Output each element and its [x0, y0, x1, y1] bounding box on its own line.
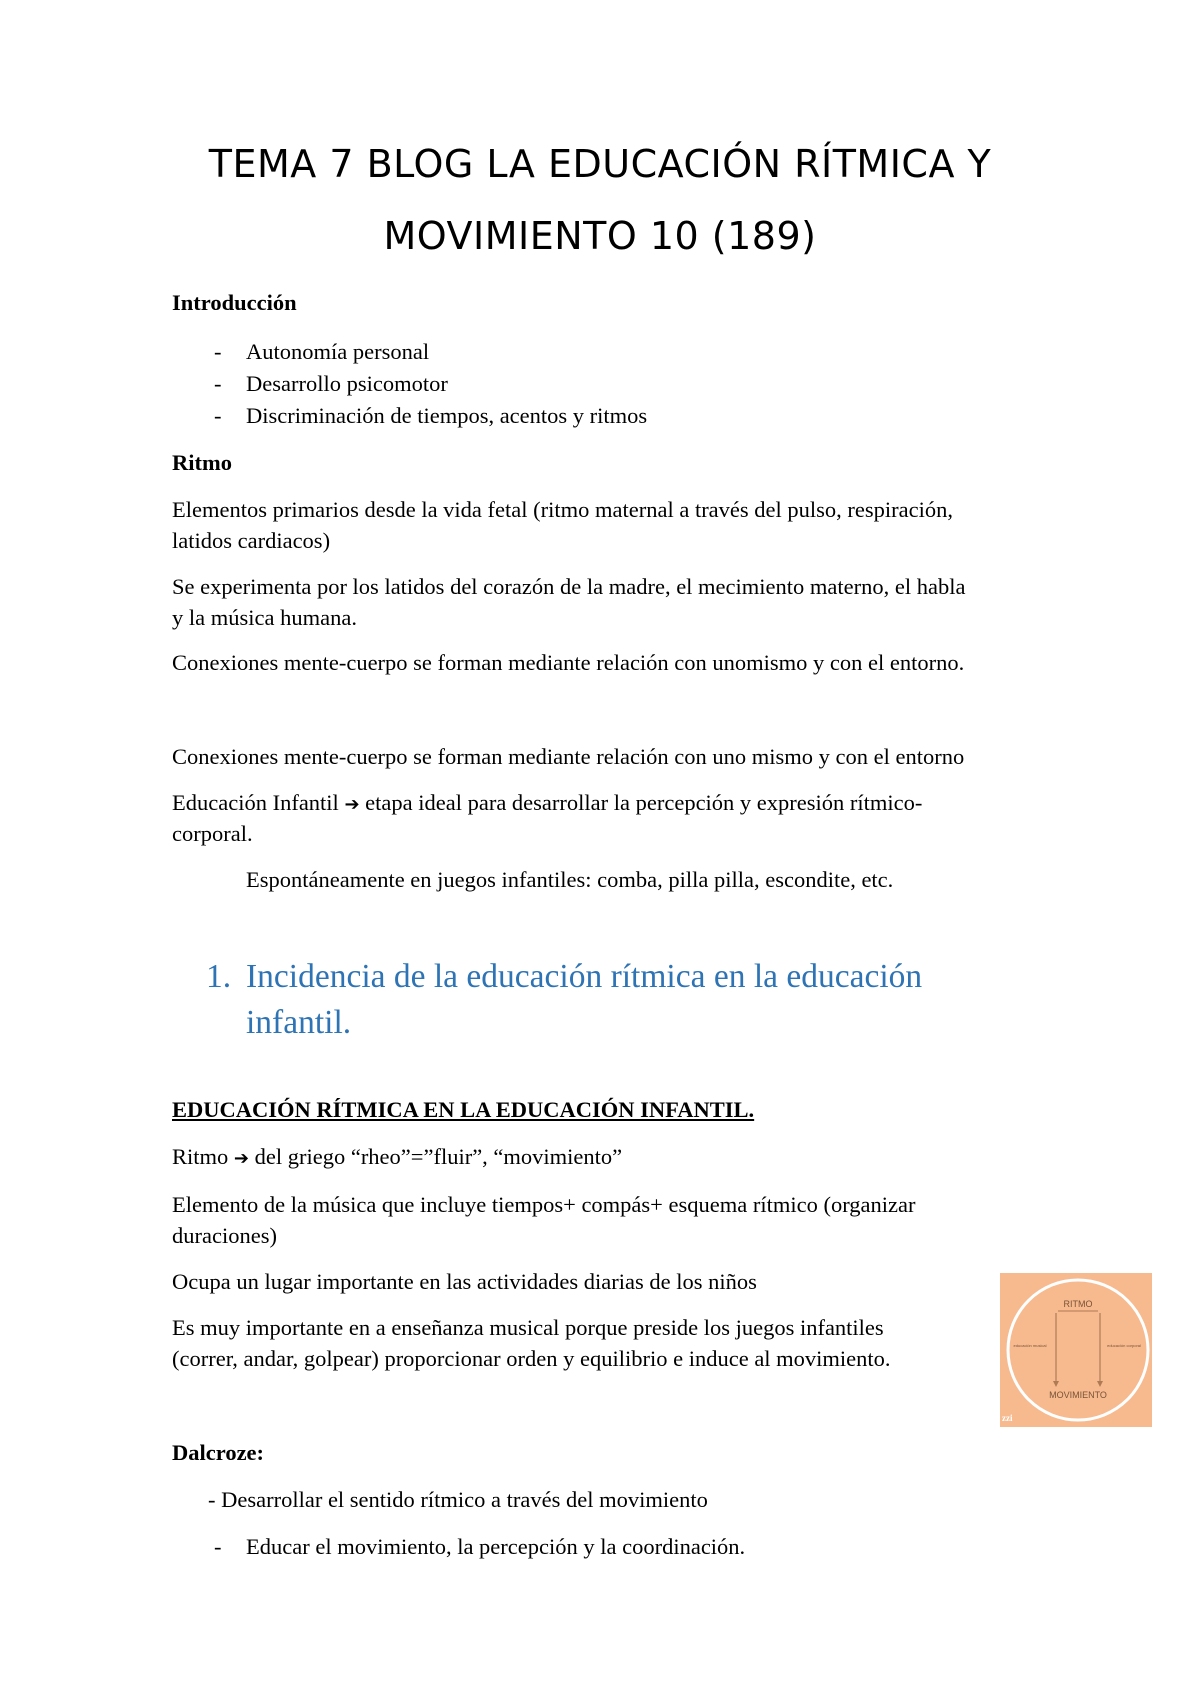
bullet-dash: -	[214, 339, 222, 364]
arrow-right-icon: ➔	[233, 1148, 249, 1169]
intro-heading: Introducción	[172, 290, 297, 315]
ritmo-paragraph-2-cont: y la música humana.	[172, 605, 357, 630]
dalcroze-item: - Desarrollar el sentido rítmico a través del movimiento	[208, 1487, 708, 1512]
edu-paragraph-1	[172, 1144, 622, 1170]
ritmo-paragraph-1: Elementos primarios desde la vida fetal (ritmo maternal a través del pulso, respiración,	[172, 497, 953, 522]
figure-right-label: educación corporal	[1107, 1343, 1141, 1348]
subsection-heading: EDUCACIÓN RÍTMICA EN LA EDUCACIÓN INFANTIL.	[172, 1097, 755, 1122]
intro-item: Autonomía personal	[246, 339, 430, 364]
ritmo-paragraph-2: Se experimenta por los latidos del corazón de la madre, el mecimiento materno, el habla	[172, 574, 966, 599]
section-heading: Incidencia de la educación rítmica en la educación	[246, 958, 923, 995]
section-heading-cont: infantil.	[246, 1004, 352, 1041]
ritmo-movimiento-figure	[1000, 1273, 1152, 1427]
document-title-line1: TEMA 7 BLOG LA EDUCACIÓN RÍTMICA Y	[208, 142, 992, 186]
bullet-dash: -	[214, 403, 222, 428]
intro-item: Discriminación de tiempos, acentos y ritmos	[246, 403, 648, 428]
figure-left-label: educación musical	[1013, 1343, 1047, 1348]
ritmo-paragraph-5	[172, 790, 922, 816]
arrow-down-icon	[1097, 1381, 1103, 1387]
dalcroze-heading: Dalcroze:	[172, 1440, 265, 1465]
ritmo-paragraph-6: Espontáneamente en juegos infantiles: comba, pilla pilla, escondite, etc.	[246, 867, 894, 892]
dalcroze-item: Educar el movimiento, la percepción y la coordinación.	[246, 1534, 746, 1559]
edu-paragraph-2-cont: duraciones)	[172, 1223, 277, 1248]
edu-paragraph-3: Ocupa un lugar importante en las actividades diarias de los niños	[172, 1269, 757, 1294]
document-title-line2: MOVIMIENTO 10 (189)	[383, 214, 817, 258]
bullet-dash: -	[214, 1534, 222, 1559]
edu-paragraph-4-cont: (correr, andar, golpear) proporcionar orden y equilibrio e induce al movimiento.	[172, 1346, 891, 1371]
bullet-dash: -	[214, 371, 222, 396]
ritmo-paragraph-1-cont: latidos cardiacos)	[172, 528, 331, 553]
paragraph-text: Educación Infantil	[172, 790, 345, 815]
arrow-down-icon	[1053, 1381, 1059, 1387]
figure-graphic	[1000, 1273, 1152, 1427]
ritmo-paragraph-5-cont: corporal.	[172, 821, 253, 846]
figure-corner-mark: zzi	[1002, 1413, 1013, 1423]
edu-paragraph-4: Es muy importante en a enseñanza musical porque preside los juegos infantiles	[172, 1315, 884, 1340]
paragraph-text: Ritmo	[172, 1144, 234, 1169]
arrow-right-icon: ➔	[344, 794, 360, 815]
ritmo-paragraph-4: Conexiones mente-cuerpo se forman mediante relación con uno mismo y con el entorno	[172, 744, 965, 769]
intro-item: Desarrollo psicomotor	[246, 371, 448, 396]
ritmo-heading: Ritmo	[172, 450, 232, 475]
paragraph-text: del griego “rheo”=”fluir”, “movimiento”	[248, 1144, 623, 1169]
paragraph-text: etapa ideal para desarrollar la percepción y expresión rítmico-	[359, 790, 923, 815]
figure-top-label: RITMO	[1063, 1299, 1093, 1309]
edu-paragraph-2: Elemento de la música que incluye tiempos+ compás+ esquema rítmico (organizar	[172, 1192, 916, 1217]
section-number: 1.	[206, 958, 232, 995]
figure-bottom-label: MOVIMIENTO	[1049, 1390, 1107, 1400]
ritmo-paragraph-3: Conexiones mente-cuerpo se forman mediante relación con unomismo y con el entorno.	[172, 650, 965, 675]
